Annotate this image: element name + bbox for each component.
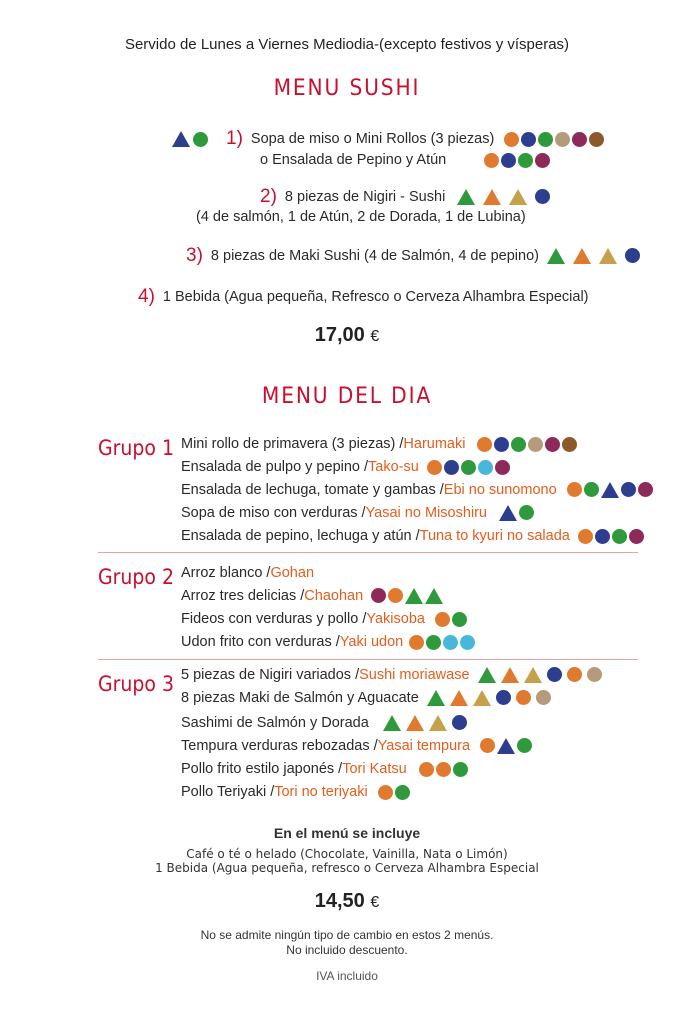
fish-icon <box>501 153 516 168</box>
item-text: (4 de salmón, 1 de Atún, 2 de Dorada, 1 de Lubina) <box>196 209 526 225</box>
soy-icon <box>371 588 386 603</box>
item-jp: Tako-su <box>368 459 419 475</box>
currency: € <box>370 328 380 345</box>
celery-icon <box>511 437 526 452</box>
fish-icon <box>452 715 467 730</box>
egg-icon <box>388 588 403 603</box>
soy-icon <box>545 437 560 452</box>
mustard-icon <box>562 437 577 452</box>
price-value: 17,00 <box>314 324 365 346</box>
divider <box>98 659 638 660</box>
item-es: Arroz tres delicias / <box>181 588 305 604</box>
item-es: Arroz blanco / <box>181 565 271 581</box>
sushi-item-3 <box>186 245 640 267</box>
gluten-icon <box>409 635 424 650</box>
sushi-item-1 <box>172 128 604 150</box>
g2-item-4 <box>181 634 475 650</box>
egg-icon <box>436 762 451 777</box>
item-jp: Tori Katsu <box>342 761 407 777</box>
service-hours: Servido de Lunes a Viernes Mediodia-(excepto festivos y vísperas) <box>124 36 570 53</box>
sesame-icon <box>587 667 602 682</box>
menu-dia-title: MENU DEL DIA <box>261 384 433 409</box>
vegetable-triangle-icon <box>457 189 475 205</box>
item-text: 1 Bebida (Agua pequeña, Refresco o Cerveza Alhambra Especial) <box>162 289 589 305</box>
grupo-2-label: Grupo 2 <box>98 565 174 589</box>
soy-icon <box>572 132 587 147</box>
fish-icon <box>625 248 640 263</box>
celery-icon <box>426 635 441 650</box>
item-jp: Yakisoba <box>366 611 425 627</box>
celery-icon <box>461 460 476 475</box>
celery-icon <box>395 785 410 800</box>
g1-item-1 <box>181 436 577 452</box>
celery-icon <box>193 132 208 147</box>
fish-icon <box>621 482 636 497</box>
fish-triangle-icon <box>172 131 190 147</box>
soy-icon <box>629 529 644 544</box>
fish-icon <box>547 667 562 682</box>
includes-line-1: Café o té o helado (Chocolate, Vainilla, Nata o Limón) <box>186 847 508 861</box>
item-es: Sashimi de Salmón y Dorada <box>181 715 369 731</box>
fish-icon <box>521 132 536 147</box>
grupo-3-label: Grupo 3 <box>98 672 174 696</box>
item-text: 8 piezas de Maki Sushi (4 de Salmón, 4 de pepino) <box>210 248 539 264</box>
sushi-item-4 <box>138 286 589 308</box>
g3-item-2 <box>181 690 551 706</box>
item-number: 3) <box>186 245 203 266</box>
gluten-icon <box>484 153 499 168</box>
dia-price <box>0 890 694 913</box>
g2-item-1 <box>181 565 314 581</box>
gluten-icon <box>427 460 442 475</box>
celery-icon <box>517 738 532 753</box>
gluten-icon <box>435 612 450 627</box>
item-jp: Ebi no sunomono <box>443 482 557 498</box>
g1-item-2 <box>181 459 510 475</box>
gluten-icon <box>578 529 593 544</box>
celery-icon <box>518 153 533 168</box>
vegetable-triangle-icon <box>547 248 565 264</box>
item-es: Udon frito con verduras / <box>181 634 340 650</box>
item-text: o Ensalada de Pepino y Atún <box>260 152 447 168</box>
gluten-icon <box>504 132 519 147</box>
item-es: 8 piezas Maki de Salmón y Aguacate <box>181 690 419 706</box>
fish-triangle-icon <box>497 738 515 754</box>
vegetable-triangle-icon <box>425 588 443 604</box>
item-es: Ensalada de pepino, lechuga y atún / <box>181 528 420 544</box>
g3-item-5 <box>181 761 468 777</box>
item-text: Sopa de miso o Mini Rollos (3 piezas) <box>250 131 495 147</box>
item-jp: Gohan <box>270 565 315 581</box>
item-jp: Sushi moriawase <box>359 667 470 683</box>
gluten-triangle-icon <box>483 189 501 205</box>
item-jp: Tuna to kyuri no salada <box>419 528 570 544</box>
grain-triangle-icon <box>429 715 447 731</box>
g2-item-3 <box>181 611 467 627</box>
gluten-triangle-icon <box>406 715 424 731</box>
celery-icon <box>584 482 599 497</box>
currency: € <box>370 894 380 911</box>
shellfish-icon <box>478 460 493 475</box>
gluten-triangle-icon <box>501 667 519 683</box>
gluten-icon <box>480 738 495 753</box>
item-number: 4) <box>138 286 155 307</box>
item-jp: Yasai tempura <box>377 738 471 754</box>
gluten-icon <box>477 437 492 452</box>
grain-triangle-icon <box>524 667 542 683</box>
note-no-discount: No incluido descuento. <box>286 943 408 957</box>
item-jp: Harumaki <box>403 436 466 452</box>
soy-icon <box>535 153 550 168</box>
g2-item-2 <box>181 588 443 604</box>
vegetable-triangle-icon <box>427 690 445 706</box>
item-es: Ensalada de lechuga, tomate y gambas / <box>181 482 444 498</box>
mollusc-icon <box>460 635 475 650</box>
grain-triangle-icon <box>509 189 527 205</box>
gluten-icon <box>567 667 582 682</box>
grain-triangle-icon <box>473 690 491 706</box>
celery-icon <box>538 132 553 147</box>
grupo-1-label: Grupo 1 <box>98 436 174 460</box>
fish-icon <box>496 690 511 705</box>
item-jp: Tori no teriyaki <box>274 784 368 800</box>
shellfish-icon <box>443 635 458 650</box>
g3-item-1 <box>181 667 602 683</box>
g1-item-3 <box>181 482 653 498</box>
fish-icon <box>595 529 610 544</box>
item-jp: Yasai no Misoshiru <box>365 505 488 521</box>
item-es: Pollo frito estilo japonés / <box>181 761 343 777</box>
g3-item-3 <box>181 715 467 731</box>
item-text: 8 piezas de Nigiri - Sushi <box>284 189 446 205</box>
g3-item-6 <box>181 784 410 800</box>
soy-icon <box>495 460 510 475</box>
soy-icon <box>638 482 653 497</box>
celery-icon <box>519 505 534 520</box>
sesame-icon <box>555 132 570 147</box>
fish-triangle-icon <box>601 482 619 498</box>
item-number: 1) <box>226 128 243 149</box>
fish-icon <box>494 437 509 452</box>
price-value: 14,50 <box>314 890 365 912</box>
fish-icon <box>444 460 459 475</box>
sushi-item-2b <box>196 209 526 225</box>
vegetable-triangle-icon <box>383 715 401 731</box>
item-es: Mini rollo de primavera (3 piezas) / <box>181 436 404 452</box>
gluten-icon <box>378 785 393 800</box>
celery-icon <box>612 529 627 544</box>
divider <box>98 552 638 553</box>
item-jp: Yaki udon <box>339 634 404 650</box>
gluten-triangle-icon <box>450 690 468 706</box>
vegetable-triangle-icon <box>405 588 423 604</box>
sesame-icon <box>536 690 551 705</box>
g1-item-4 <box>181 505 534 521</box>
item-es: Fideos con verduras y pollo / <box>181 611 367 627</box>
menu-sushi-title: MENU SUSHI <box>273 76 421 101</box>
g3-item-4 <box>181 738 532 754</box>
gluten-icon <box>516 690 531 705</box>
fish-icon <box>535 189 550 204</box>
gluten-icon <box>419 762 434 777</box>
celery-icon <box>452 612 467 627</box>
sushi-item-1b <box>260 152 550 168</box>
iva-note: IVA incluido <box>316 969 378 983</box>
includes-line-2: 1 Bebida (Agua pequeña, refresco o Cerveza Alhambra Especial <box>155 861 539 875</box>
sesame-icon <box>528 437 543 452</box>
item-es: Tempura verduras rebozadas / <box>181 738 378 754</box>
item-es: 5 piezas de Nigiri variados / <box>181 667 360 683</box>
g1-item-5 <box>181 528 644 544</box>
fish-triangle-icon <box>499 505 517 521</box>
sushi-price <box>0 324 694 347</box>
item-jp: Chaohan <box>304 588 364 604</box>
vegetable-triangle-icon <box>478 667 496 683</box>
gluten-icon <box>567 482 582 497</box>
item-number: 2) <box>260 186 277 207</box>
gluten-triangle-icon <box>573 248 591 264</box>
item-es: Sopa de miso con verduras / <box>181 505 366 521</box>
sushi-item-2 <box>260 186 550 208</box>
note-no-changes: No se admite ningún tipo de cambio en estos 2 menús. <box>200 928 494 942</box>
mustard-icon <box>589 132 604 147</box>
item-es: Pollo Teriyaki / <box>181 784 275 800</box>
grain-triangle-icon <box>599 248 617 264</box>
includes-title: En el menú se incluye <box>273 825 421 841</box>
celery-icon <box>453 762 468 777</box>
item-es: Ensalada de pulpo y pepino / <box>181 459 369 475</box>
